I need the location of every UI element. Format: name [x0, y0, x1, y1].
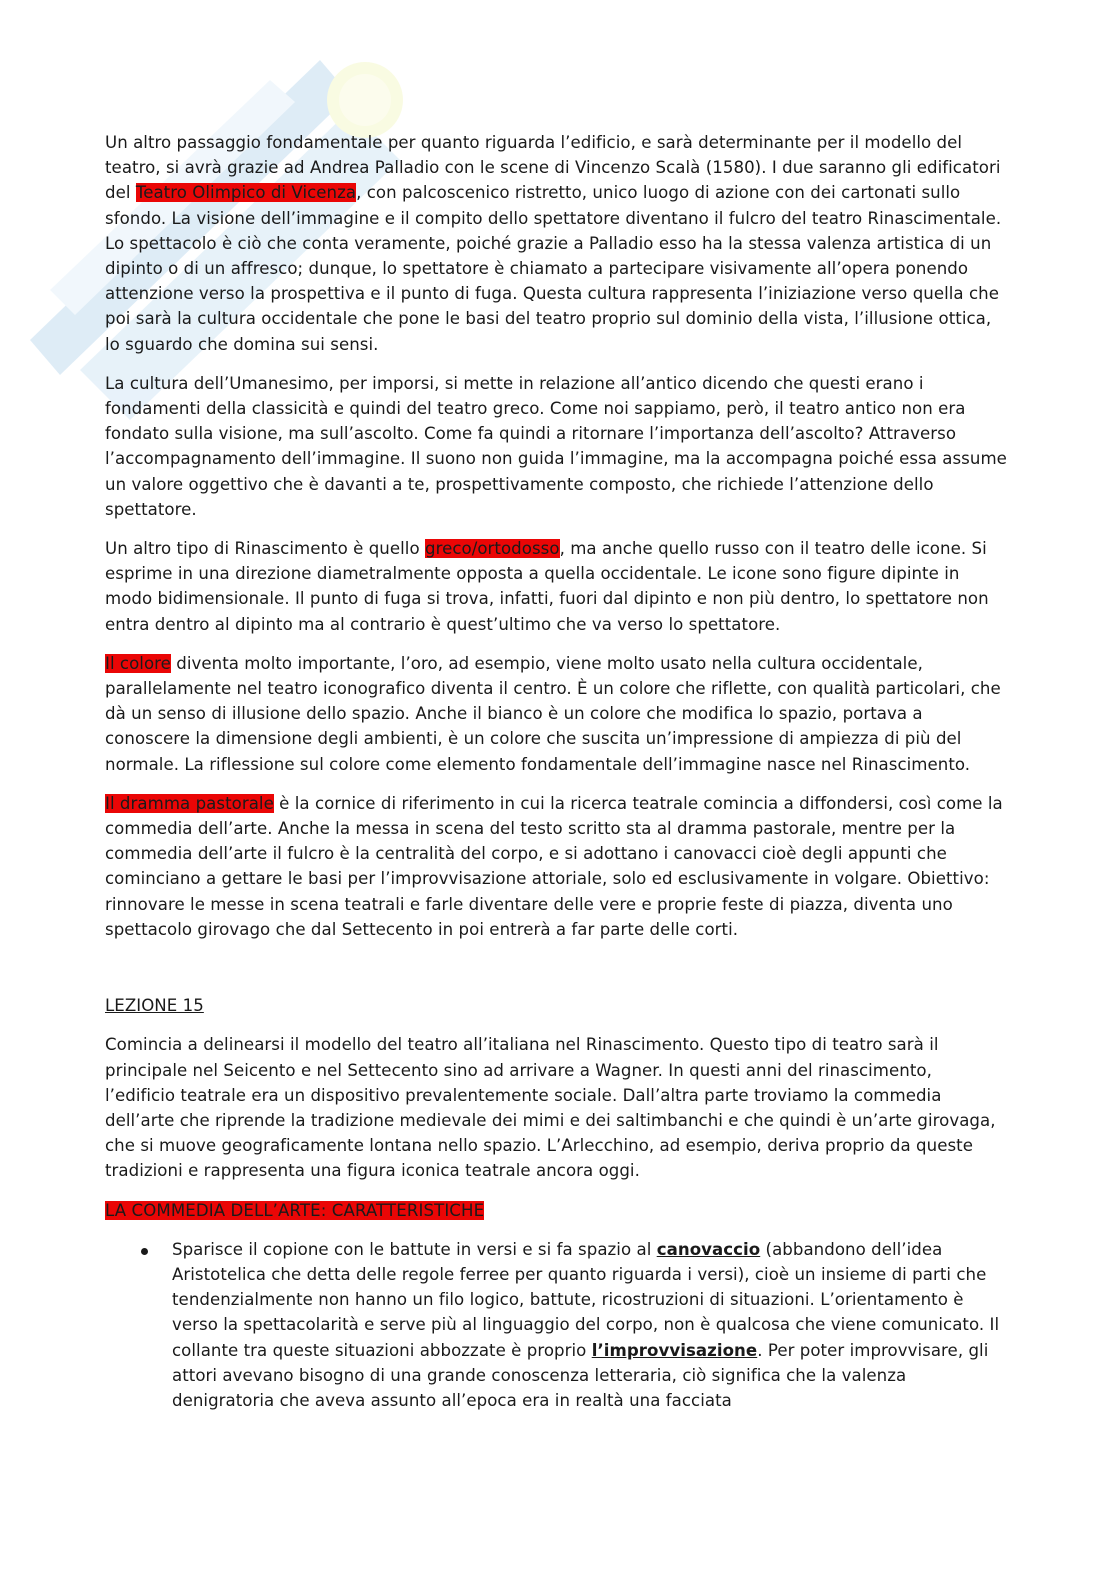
bullet-icon [141, 1248, 148, 1255]
list-item: Sparisce il copione con le battute in versi e si fa spazio al canovaccio (abbandono dell’idea Aristotelica che detta delle regole ferree per quanto riguarda i versi), cioè un insieme di parti che tendenzialmente non hanno un filo logico, battute, ricostruzioni di situazioni. L’orientamento è verso la spettacolarità e serve più al linguaggio del corpo, non è qualcosa che viene comunicato. Il collante tra queste situazioni abbozzate è proprio l’improvvisazione. Per poter improvvisare, gli attori avevano bisogno di una grande conoscenza letteraria, ciò significa che la valenza denigratoria che aveva assunto all’epoca era in realtà una facciata [172, 1237, 1007, 1413]
section-heading-text: LA COMMEDIA DELL’ARTE: CARATTERISTICHE [105, 1200, 485, 1220]
paragraph-umanesimo: La cultura dell’Umanesimo, per imporsi, si mette in relazione all’antico dicendo che questi erano i fondamenti della classicità e quindi del teatro greco. Come noi sappiamo, però, il teatro antico non era fondato sulla visione, ma sull’ascolto. Come fa quindi a ritornare l’importanza dell’ascolto? Attraverso l’accompagnamento dell’immagine. Il suono non guida l’immagine, ma la accompagna poiché essa assume un valore oggettivo che è davanti a te, prospettivamente composto, che richiede l’attenzione dello spettatore. [105, 373, 1007, 519]
highlight-greco-ortodosso: greco/ortodosso [424, 539, 560, 559]
highlight-teatro-olimpico: Teatro Olimpico di Vicenza [135, 183, 357, 203]
section-spacer [105, 956, 1007, 993]
paragraph-dramma-pastorale: Il dramma pastorale è la cornice di riferimento in cui la ricerca teatrale comincia a diffondersi, così come la commedia dell’arte. Anche la messa in scena del testo scritto sta al dramma pastorale, mentre per la commedia dell’arte il fulcro è la centralità del corpo, e si adottano i canovacci cioè degli appunti che cominciano a gettare le basi per l’improvvisazione attoriale, solo ed esclusivamente in volgare. Obiettivo: rinnovare le messe in scena teatrali e farle diventare delle vere e proprie feste di piazza, diventa uno spettacolo girovago che dal Settecento in poi entrerà a far parte delle corti. [105, 793, 1003, 939]
keyword-improvvisazione: l’improvvisazione [591, 1340, 758, 1360]
paragraph-teatro-olimpico: Un altro passaggio fondamentale per quanto riguarda l’edificio, e sarà determinante per il modello del teatro, si avrà grazie ad Andrea Palladio con le scene di Vincenzo Scalà (1580). I due saranno gli edificatori del Teatro Olimpico di Vicenza, con palcoscenico ristretto, unico luogo di azione con dei cartonati sullo sfondo. La visione dell’immagine e il compito dello spettatore diventano il fulcro del teatro Rinascimentale. Lo spettacolo è ciò che conta veramente, poiché grazie a Palladio esso ha la stessa valenza artistica di un dipinto o di un affresco; dunque, lo spettatore è chiamato a partecipare visivamente all’opera ponendo attenzione verso la prospettiva e il punto di fuga. Questa cultura rappresenta l’iniziazione verso quella che poi sarà la cultura occidentale che pone le basi del teatro proprio sul dominio della vista, l’illusione ottica, lo sguardo che domina sui sensi. [105, 133, 1002, 354]
keyword-canovaccio: canovaccio [656, 1239, 761, 1259]
paragraph-greco-ortodosso: Un altro tipo di Rinascimento è quello greco/ortodosso, ma anche quello russo con il teatro delle icone. Si esprime in una direzione diametralmente opposta a quella occidentale. Le icone sono figure dipinte in modo bidimensionale. Il punto di fuga si trova, infatti, fuori dal dipinto e non più dentro, lo spettatore non entra dentro al dipinto ma al contrario è quest’ultimo che va verso lo spettatore. [105, 539, 989, 634]
lesson-heading: LEZIONE 15 [105, 996, 204, 1016]
section-heading [105, 1198, 1007, 1223]
highlight-dramma-pastorale: Il dramma pastorale [105, 793, 274, 813]
bullet-list [105, 1237, 1007, 1413]
document-body [105, 130, 1007, 1413]
paragraph-lezione-15: Comincia a delinearsi il modello del teatro all’italiana nel Rinascimento. Questo tipo di teatro sarà il principale nel Seicento e nel Settecento sino ad arrivare a Wagner. In questi anni del rinascimento, l’edificio teatrale era un dispositivo prevalentemente sociale. Dall’altra parte troviamo la commedia dell’arte che riprende la tradizione medievale dei mimi e dei saltimbanchi e che quindi è un’arte girovaga, che si muove geograficamente lontana nello spazio. L’Arlecchino, ad esempio, deriva proprio da queste tradizioni e rappresenta una figura iconica teatrale ancora oggi. [105, 1035, 996, 1181]
paragraph-colore: Il colore diventa molto importante, l’oro, ad esempio, viene molto usato nella cultura occidentale, parallelamente nel teatro iconografico diventa il centro. È un colore che riflette, con qualità particolari, che dà un senso di illusione dello spazio. Anche il bianco è un colore che modifica lo spazio, portava a conoscere la dimensione degli ambienti, è un colore che suscita un’impressione di ampiezza di più del normale. La riflessione sul colore come elemento fondamentale dell’immagine nasce nel Rinascimento. [105, 653, 1001, 774]
highlight-il-colore: Il colore [105, 653, 171, 673]
